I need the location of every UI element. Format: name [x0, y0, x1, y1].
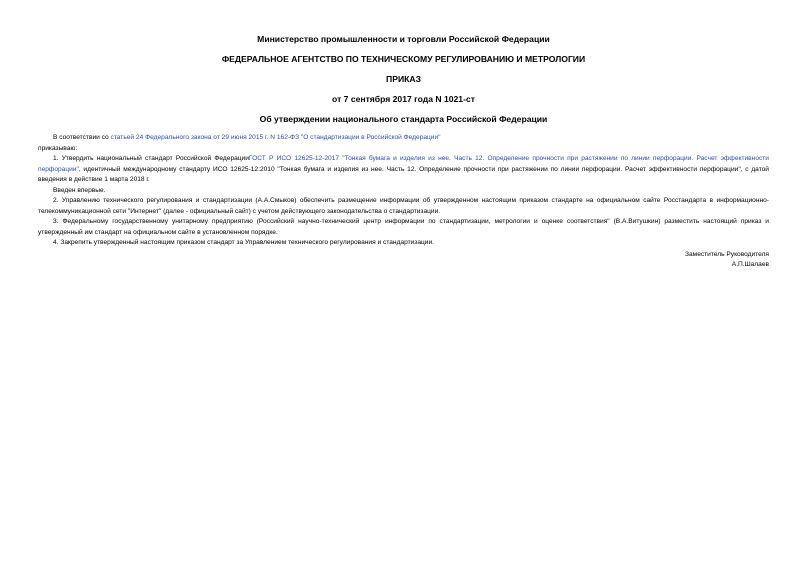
signatory-name: А.П.Шалаев	[731, 261, 769, 268]
order-subject: Об утверждении национального стандарта Российской Федерации	[259, 114, 548, 124]
gost-standard-link[interactable]: ГОСТ Р ИСО 12625-12-2017 "Тонкая бумага и изделия из нее. Часть 12. Определение прочности при растяжении по линии перфорации. Расчет эффективности перфорации"	[38, 155, 769, 173]
order-date: от 7 сентября 2017 года N 1021-ст	[332, 94, 475, 104]
preamble-paragraph	[38, 133, 769, 144]
agency-heading: ФЕДЕРАЛЬНОЕ АГЕНТСТВО ПО ТЕХНИЧЕСКОМУ РЕГУЛИРОВАНИЮ И МЕТРОЛОГИИ	[221, 54, 586, 64]
signature-block	[38, 250, 769, 271]
preamble-text: В соответствии со	[53, 134, 111, 141]
law-article-link[interactable]: статьей 24 Федерального закона от 29 июня 2015 г. N 162-ФЗ "О стандартизации в Российской Федерации"	[110, 134, 441, 141]
item-3-paragraph: 3. Федеральному государственному унитарному предприятию (Российский научно-технический центр информации по стандартизации, метрологии и оценке соответствия" (В.А.Витушкин) разместить настоящий приказ и утвержденный им стандарт на официальном сайте в установленном порядке.	[38, 218, 769, 236]
item-1-prefix: 1. Утвердить национальный стандарт Российской Федерации	[53, 155, 249, 162]
item-1-suffix: , идентичный международному стандарту ИСО 12625-12:2010 "Тонкая бумага и изделия из нее. Часть 12. Определение прочности при растяжении по линии перфорации. Расчет эффективности перфорации", с датой введения в действие 1 марта 2018 г.	[38, 165, 769, 183]
item-4-paragraph: 4. Закрепить утвержденный настоящим приказом стандарт за Управлением технического регулирования и стандартизации.	[53, 239, 434, 246]
signatory-position: Заместитель Руководителя	[685, 250, 769, 258]
order-body	[38, 133, 769, 249]
order-title: ПРИКАЗ	[386, 74, 421, 84]
item-1-paragraph	[38, 154, 769, 186]
introduced-note: Введен впервые.	[53, 186, 106, 194]
ministry-heading: Министерство промышленности и торговли Российской Федерации	[257, 34, 550, 44]
command-paragraph: приказываю:	[38, 144, 78, 152]
item-2-paragraph: 2. Управлению технического регулирования и стандартизации (А.А.Смыков) обеспечить размещение информации об утвержденном настоящим приказом стандарте на официальном сайте Росстандарта в информационно-телекоммуникационной сети "Интернет" (далее - официальный сайт) с учетом действующего законодательства о стандартизации.	[38, 197, 769, 215]
document-page	[38, 34, 769, 271]
